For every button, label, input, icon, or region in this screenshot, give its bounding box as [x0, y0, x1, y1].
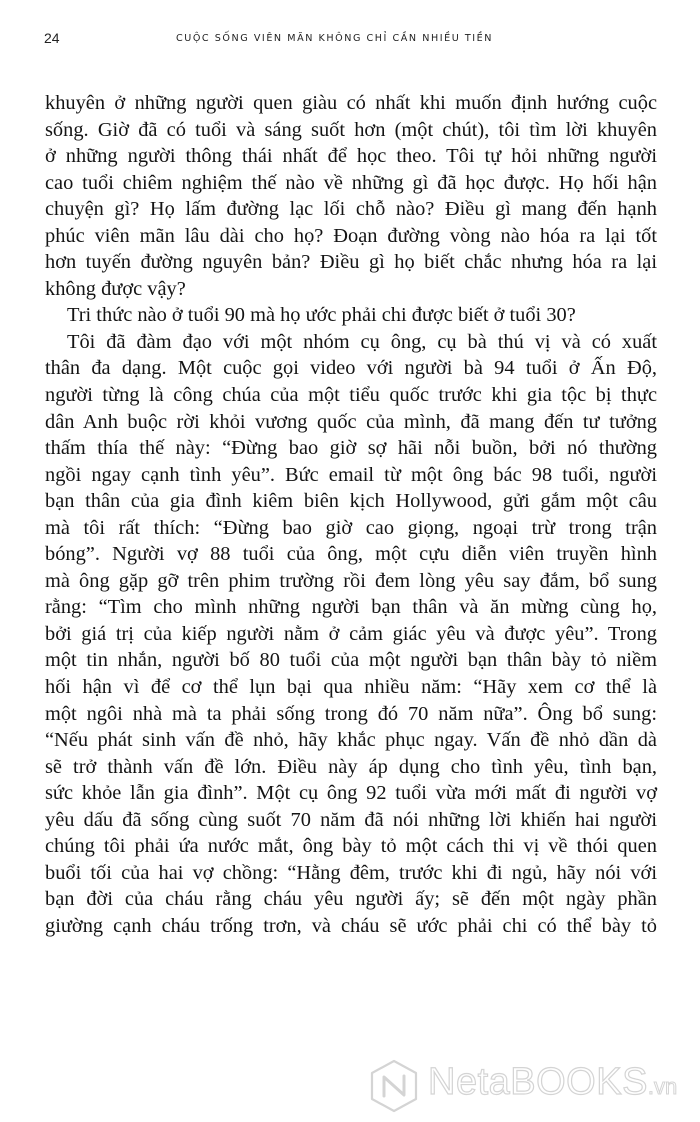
watermark-text [428, 1061, 677, 1104]
text-line: người từng là công chúa của một tiểu quốc trước khi gia tộc bị thực [45, 384, 657, 407]
text-line: chúng tôi phải ứa nước mắt, ông bày tỏ một cách thi vị về thói quen [45, 835, 657, 858]
text-line: giường cạnh cháu trống trơn, và cháu sẽ ước phải chi có thể bày tỏ [45, 914, 657, 937]
text-line: không được vậy? [45, 277, 186, 300]
text-line: chuyện gì? Họ lấm đường lạc lối chỗ nào? Điều gì mang đến hạnh [45, 198, 657, 221]
text-line: sống. Giờ đã có tuổi và sáng suốt hơn (một chút), tôi tìm lời khuyên [45, 118, 657, 141]
text-line: “Nếu phát sinh vấn đề nhỏ, hãy khắc phục ngay. Vấn đề nhỏ dần dà [45, 729, 657, 752]
text-line: khuyên ở những người quen giàu có nhất khi muốn định hướng cuộc [45, 92, 657, 114]
text-line: bởi giá trị của kiếp người nằm ở cảm giác yêu và được yêu”. Trong [45, 622, 657, 645]
text-line: dân Anh buộc rời khỏi vương quốc của mình, đã mang đến tư tưởng [45, 410, 657, 433]
text-line: Tôi đã đàm đạo với một nhóm cụ ông, cụ bà thú vị và có xuất [67, 330, 657, 353]
text-line: Tri thức nào ở tuổi 90 mà họ ước phải chi được biết ở tuổi 30? [67, 304, 576, 327]
text-line: hối hận vì để cơ thể lụn bại qua nhiều năm: “Hãy xem cơ thể là [45, 676, 657, 699]
text-line: thân đa dạng. Một cuộc gọi video với người bà 94 tuổi ở Ấn Độ, [45, 357, 657, 380]
running-head-title: CUỘC SỐNG VIÊN MÃN KHÔNG CHỈ CẦN NHIỀU TIỀN [176, 33, 493, 44]
page-number: 24 [44, 30, 60, 46]
netabooks-logo-icon [368, 1058, 420, 1114]
watermark [368, 1058, 698, 1114]
text-line: ngồi ngay cạnh tình yêu”. Bức email từ một ông bác 98 tuổi, người [45, 463, 657, 486]
text-line: mà ông gặp gỡ trên phim trường rồi đem lòng yêu say đắm, bổ sung [45, 569, 657, 592]
text-line: một ngôi nhà mà ta phải sống trong đó 70 năm nữa”. Ông bổ sung: [45, 702, 657, 725]
text-line: ở những người thông thái nhất để học theo. Tôi tự hỏi những người [45, 145, 657, 168]
text-line: yêu dấu đã sống cùng suốt 70 năm đã nói những lời khiến hai người [45, 808, 657, 831]
text-line: bạn đời của cháu rằng cháu yêu người ấy; sẽ đến một ngày phần [45, 888, 657, 911]
text-line: rằng: “Tìm cho mình những người bạn thân và ăn mừng cùng họ, [45, 596, 657, 619]
text-line: cao tuổi chiêm nghiệm thế nào về những gì đã học được. Họ hối hận [45, 171, 657, 194]
text-line: mà tôi rất thích: “Đừng bao giờ cao giọng, ngoại trừ trong trận [45, 516, 657, 539]
text-line: hơn tuyến đường nguyên bản? Điều gì họ biết chắc nhưng hóa ra lại [45, 251, 657, 274]
body-text [45, 90, 657, 940]
text-line: buổi tối của hai vợ chồng: “Hằng đêm, trước khi đi ngủ, hãy nói với [45, 861, 657, 884]
watermark-suffix: .vn [647, 1074, 678, 1099]
text-line: sức khỏe lẫn gia đình”. Một cụ ông 92 tuổi vừa mới mất đi người vợ [45, 782, 657, 805]
text-line: một tin nhắn, người bố 80 tuổi của một người bạn thân bày tỏ niềm [45, 649, 657, 672]
text-line: bạn thân của gia đình kiêm biên kịch Hollywood, gửi gắm một câu [45, 490, 657, 513]
text-line: sẽ trở thành vấn đề lớn. Điều này áp dụng cho tình yêu, tình bạn, [45, 755, 657, 778]
text-line: bóng”. Người vợ 88 tuổi của ông, một cựu diễn viên truyền hình [45, 543, 657, 566]
text-line: phúc viên mãn lâu dài cho họ? Đoạn đường vòng nào hóa ra lại tốt [45, 224, 657, 247]
watermark-brand: NetaBOOKS [428, 1061, 648, 1103]
text-line: thấm thía thế này: “Đừng bao giờ sợ hãi nỗi buồn, bởi nó thường [45, 437, 657, 460]
